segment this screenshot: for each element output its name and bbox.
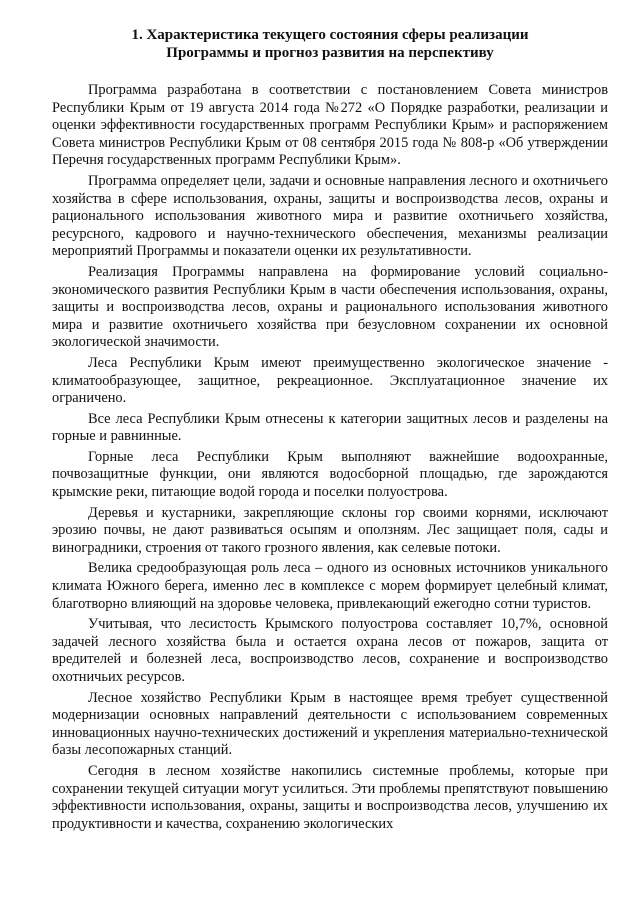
section-title	[52, 26, 608, 62]
paragraph-mountain-forests: Горные леса Республики Крым выполняют важнейшие водоохранные, почвозащитные функции, они являются водосборной площадью, где зарождаются крымские реки, питающие водой города и поселки полуострова.	[52, 448, 608, 501]
paragraph-program-implementation: Реализация Программы направлена на формирование условий социально-экономического развития Республики Крым в части обеспечения использования, охраны, защиты и воспроизводства лесов, охраны и рационального использования животного мира и развитие охотничьего хозяйства при безусловном сохранении их основной экологической значимости.	[52, 263, 608, 351]
paragraph-legal-basis: Программа разработана в соответствии с постановлением Совета министров Республики Крым от 19 августа 2014 года №272 «О Порядке разработки, реализации и оценки эффективности государственных программ Республики Крым» и распоряжением Совета министров Республики Крым от 08 сентября 2015 года № 808-р «Об утверждении Перечня государственных программ Республики Крым».	[52, 82, 608, 169]
paragraph-trees-shrubs: Деревья и кустарники, закрепляющие склоны гор своими корнями, исключают эрозию почвы, не дают развиваться осыпям и оползням. Лес защищает поля, сады и виноградники, строения от такого грозного явления, как селевые потоки.	[52, 504, 608, 556]
paragraph-systemic-problems: Сегодня в лесном хозяйстве накопились системные проблемы, которые при сохранении текущей ситуации могут усилиться. Эти проблемы препятствуют повышению эффективности использования, охраны, защиты и воспроизводства лесов, улучшению их продуктивности и качества, сохранению экологических	[52, 762, 608, 832]
paragraph-forest-significance: Леса Республики Крым имеют преимущественно экологическое значение - климатообразующее, защитное, рекреационное. Эксплуатационное значение их ограничено.	[52, 354, 608, 407]
paragraph-modernization: Лесное хозяйство Республики Крым в настоящее время требует существенной модернизации основных направлений деятельности с использованием современных инновационных научно-технических достижений и укрепления материально-технической базы лесопожарных станций.	[52, 689, 608, 759]
paragraph-climate-role: Велика средообразующая роль леса – одного из основных источников уникального климата Южного берега, именно лес в комплексе с морем формирует целебный климат, благотворно влияющий на здоровье человека, привлекающий ежегодно сотни туристов.	[52, 560, 608, 612]
section-title-line-2: Программы и прогноз развития на перспективу	[166, 45, 494, 61]
paragraph-program-goals: Программа определяет цели, задачи и основные направления лесного и охотничьего хозяйства в сфере использования, охраны, защиты и воспроизводства лесов, охраны и рационального использования животного мира и развитие охотничьего хозяйства, ресурсного, кадрового и научно-технического обеспечения, механизмы реализации мероприятий Программы и показатели оценки их результативности.	[52, 172, 608, 260]
paragraph-forest-categories: Все леса Республики Крым отнесены к категории защитных лесов и разделены на горные и равнинные.	[52, 410, 608, 445]
section-title-line-1: 1. Характеристика текущего состояния сферы реализации	[131, 27, 529, 43]
paragraph-forest-cover: Учитывая, что лесистость Крымского полуострова составляет 10,7%, основной задачей лесного хозяйства была и остается охрана лесов от пожаров, защита от вредителей и болезней леса, воспроизводство лесов, сохранение и воспроизводство охотничьих ресурсов.	[52, 616, 608, 685]
